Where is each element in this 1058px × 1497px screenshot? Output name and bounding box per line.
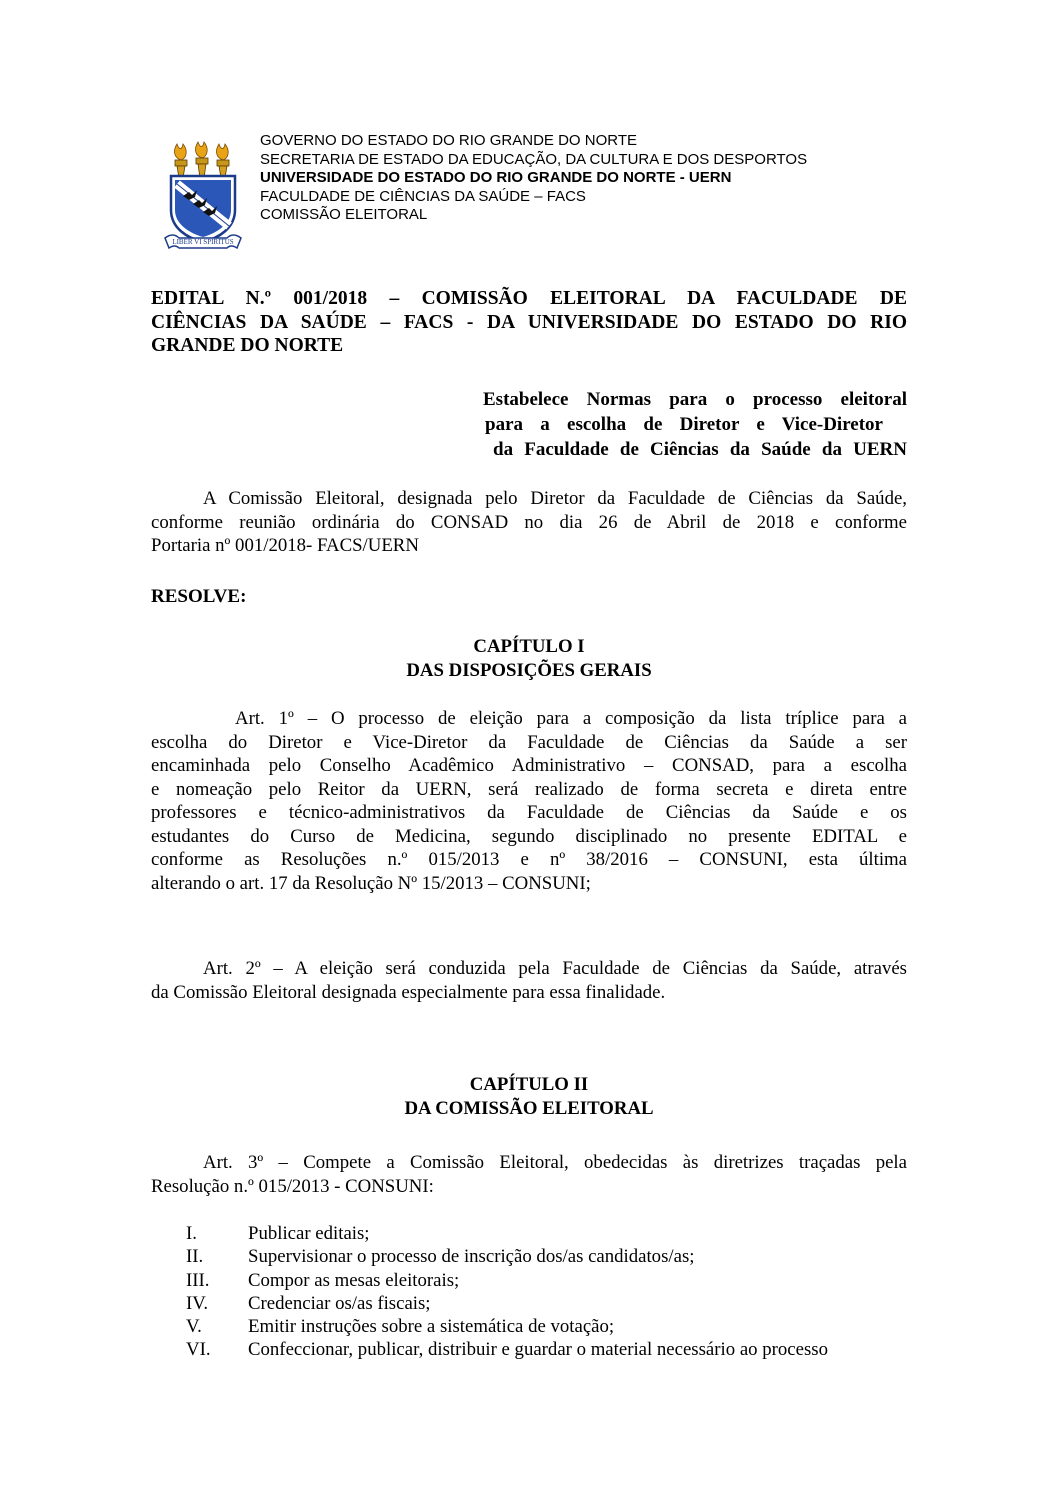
article-line: Resolução n.º 015/2013 - CONSUNI: — [151, 1175, 434, 1197]
article-3 — [151, 1151, 907, 1198]
chapter-name: DAS DISPOSIÇÕES GERAIS — [406, 659, 652, 681]
item-text: Supervisionar o processo de inscrição dos/as candidatos/as; — [248, 1246, 695, 1268]
item-text: Credenciar os/as fiscais; — [248, 1292, 431, 1314]
article-line: alterando o art. 17 da Resolução Nº 15/2013 – CONSUNI; — [151, 872, 591, 894]
chapter-number: CAPÍTULO I — [473, 636, 585, 657]
title-line: GRANDE DO NORTE — [151, 335, 344, 356]
article-2 — [151, 957, 907, 1004]
item-number: VI. — [186, 1339, 211, 1361]
intro-paragraph — [151, 487, 907, 558]
title-line: CIÊNCIAS DA SAÚDE – FACS - DA UNIVERSIDADE DO ESTADO DO RIO — [151, 311, 907, 333]
summary-line: Estabelece Normas para o processo eleitoral — [483, 389, 907, 410]
header-line-faculty: FACULDADE DE CIÊNCIAS DA SAÚDE – FACS — [260, 187, 586, 205]
intro-line: Portaria nº 001/2018- FACS/UERN — [151, 535, 419, 556]
item-text: Emitir instruções sobre a sistemática de votação; — [248, 1316, 615, 1338]
header-line-government: GOVERNO DO ESTADO DO RIO GRANDE DO NORTE — [260, 132, 637, 149]
item-number: IV. — [186, 1292, 209, 1314]
article-line: encaminhada pelo Conselho Acadêmico Administrativo – CONSAD, para a escolha — [151, 755, 907, 776]
title-line: EDITAL N.º 001/2018 – COMISSÃO ELEITORAL DA FACULDADE DE — [151, 288, 907, 309]
list-item — [186, 1292, 908, 1315]
intro-line: A Comissão Eleitoral, designada pelo Diretor da Faculdade de Ciências da Saúde, — [203, 488, 907, 509]
article-line: conforme as Resoluções n.º 015/2013 e nº 38/2016 – CONSUNI, esta última — [151, 849, 907, 870]
summary-line: para a escolha de Diretor e Vice-Diretor — [485, 414, 883, 435]
item-text: Compor as mesas eleitorais; — [248, 1269, 460, 1291]
header-line-university: UNIVERSIDADE DO ESTADO DO RIO GRANDE DO NORTE - UERN — [260, 169, 732, 187]
article-line: professores e técnico-administrativos da Faculdade de Ciências da Saúde e os — [151, 802, 907, 823]
document-title — [151, 287, 907, 358]
item-number: II. — [186, 1246, 204, 1268]
uern-coat-of-arms-logo — [163, 140, 243, 252]
list-item — [186, 1315, 908, 1338]
document-summary — [483, 387, 907, 462]
resolve-heading: RESOLVE: — [151, 586, 247, 607]
chapter-2-heading — [151, 1073, 907, 1120]
item-number: V. — [186, 1316, 202, 1338]
torch-icon — [195, 142, 208, 178]
institution-header — [260, 132, 807, 225]
list-item — [186, 1269, 908, 1292]
article-3-item-list — [186, 1222, 908, 1362]
item-text: Publicar editais; — [248, 1223, 370, 1244]
logo-motto: LIBER VI SPIRITUS — [172, 238, 234, 246]
chapter-name: DA COMISSÃO ELEITORAL — [404, 1097, 654, 1119]
article-1 — [151, 707, 907, 895]
article-line: Art. 2º – A eleição será conduzida pela Faculdade de Ciências da Saúde, através — [203, 958, 907, 979]
article-line: Art. 3º – Compete a Comissão Eleitoral, obedecidas às diretrizes traçadas pela — [203, 1152, 907, 1173]
item-number: III. — [186, 1269, 210, 1291]
chapter-1-heading — [151, 635, 907, 682]
intro-line: conforme reunião ordinária do CONSAD no dia 26 de Abril de 2018 e conforme — [151, 511, 907, 533]
item-text: Confeccionar, publicar, distribuir e guardar o material necessário ao processo — [248, 1339, 828, 1361]
header-line-commission: COMISSÃO ELEITORAL — [260, 206, 428, 224]
list-item — [186, 1222, 908, 1245]
list-item — [186, 1245, 908, 1268]
torch-icon — [216, 144, 229, 178]
header-line-secretariat: SECRETARIA DE ESTADO DA EDUCAÇÃO, DA CULTURA E DOS DESPORTOS — [260, 150, 808, 168]
list-item — [186, 1338, 908, 1361]
chapter-number: CAPÍTULO II — [469, 1074, 589, 1095]
article-line: da Comissão Eleitoral designada especialmente para essa finalidade. — [151, 981, 666, 1003]
article-line: e nomeação pelo Reitor da UERN, será realizado de forma secreta e direta entre — [151, 778, 907, 800]
article-line: estudantes do Curso de Medicina, segundo disciplinado no presente EDITAL e — [151, 825, 907, 847]
article-line: Art. 1º – O processo de eleição para a composição da lista tríplice para a — [235, 708, 907, 729]
torch-icon — [174, 144, 187, 178]
article-line: escolha do Diretor e Vice-Diretor da Faculdade de Ciências da Saúde a ser — [151, 731, 907, 753]
summary-line: da Faculdade de Ciências da Saúde da UERN — [493, 439, 907, 460]
item-number: I. — [186, 1223, 197, 1244]
